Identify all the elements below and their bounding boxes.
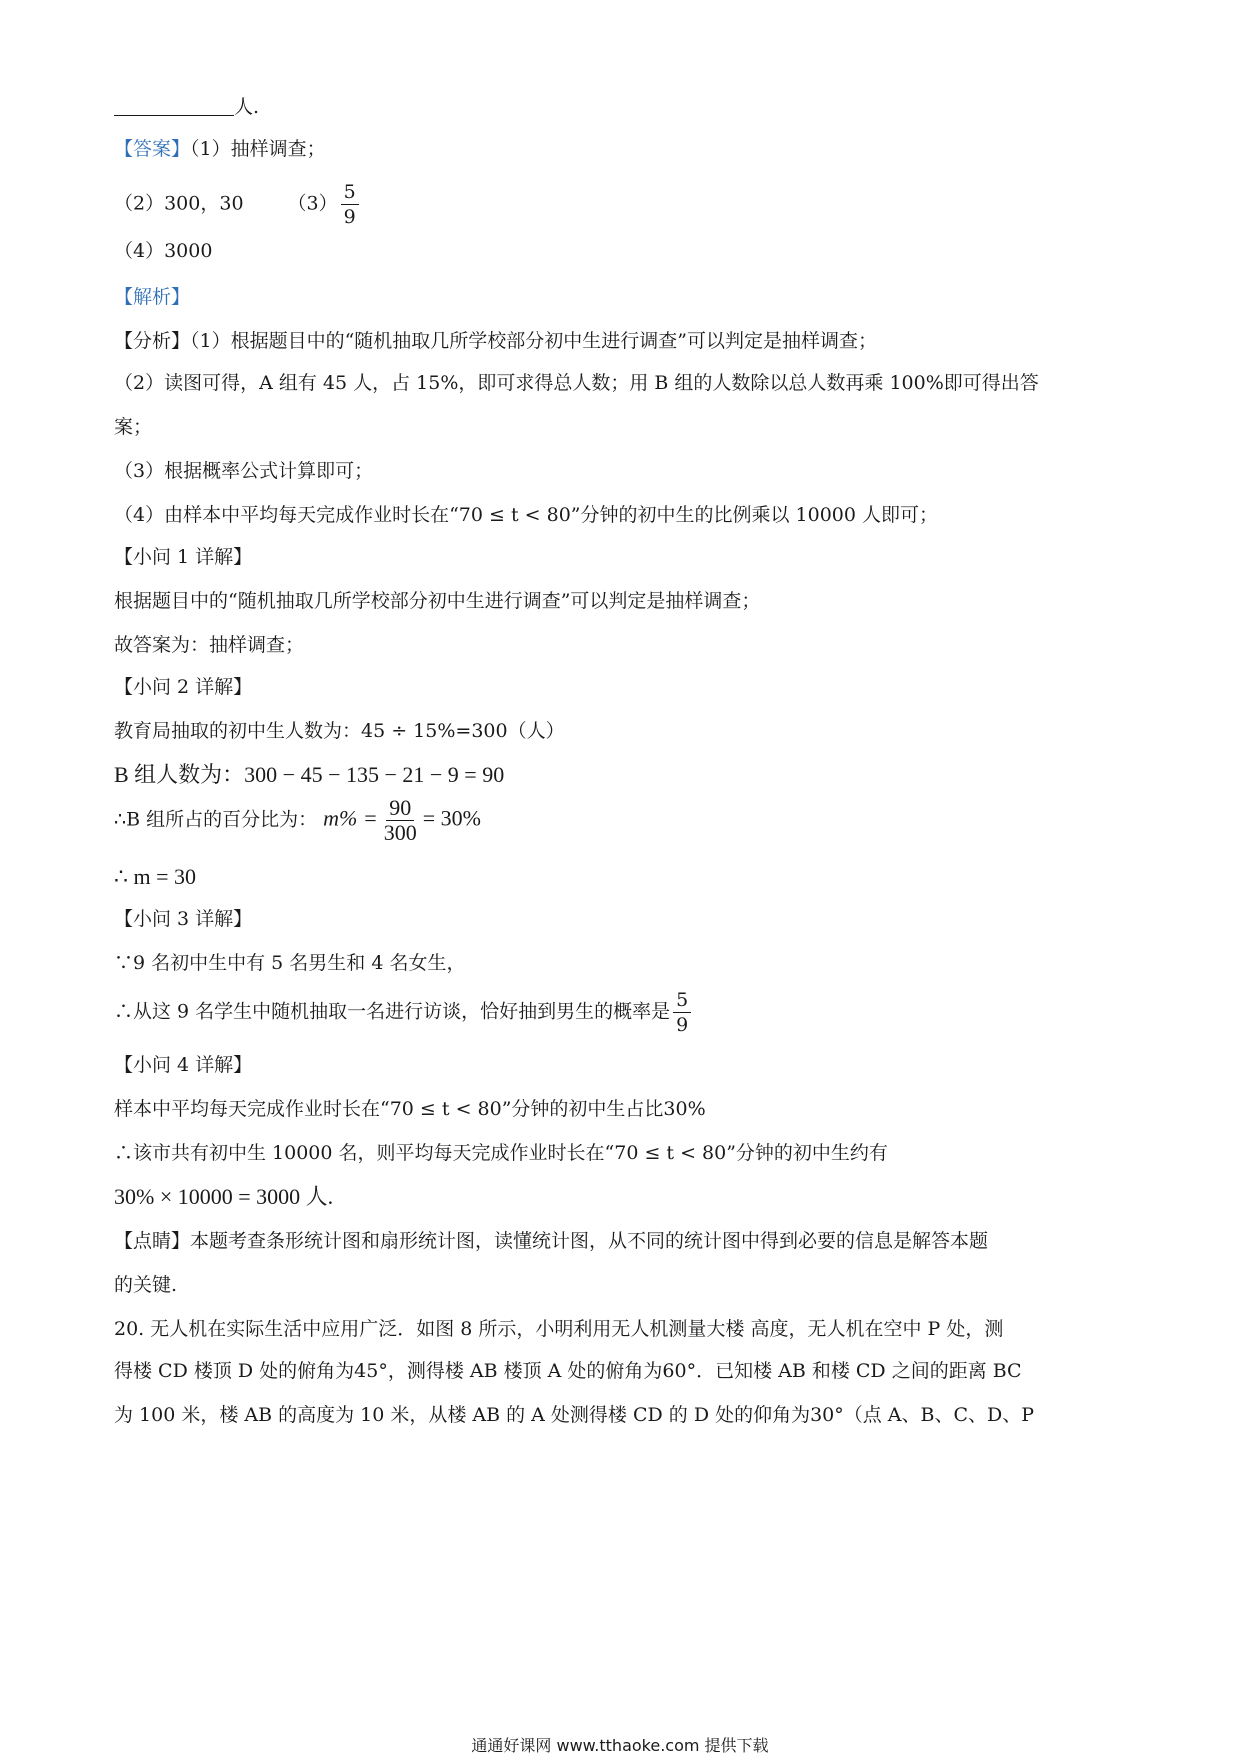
comment-line1: 【点睛】本题考查条形统计图和扇形统计图，读懂统计图，从不同的统计图中得到必要的信息是解答本题 <box>114 1230 989 1252</box>
analysis-p2b: 案； <box>114 416 153 438</box>
sub2-title: 【小问 2 详解】 <box>114 676 253 698</box>
sub1-title: 【小问 1 详解】 <box>114 546 253 568</box>
sub2-line4: ∴ m = 30 <box>114 864 197 889</box>
sub1-line2: 故答案为：抽样调查； <box>114 634 305 656</box>
answer-q3-fraction <box>341 180 359 229</box>
blank-tail: 人. <box>234 96 260 118</box>
fraction-denominator: 9 <box>343 206 356 228</box>
sub4-line2: ∴该市共有初中生 10000 名，则平均每天完成作业时长在“70 ≤ t < 80”分钟的初中生约有 <box>114 1142 888 1164</box>
fraction-numerator: 5 <box>673 988 691 1013</box>
sub3-title: 【小问 3 详解】 <box>114 908 253 930</box>
percent-prefix: ∴B 组所占的百分比为： <box>114 808 318 831</box>
sub1-line1: 根据题目中的“随机抽取几所学校部分初中生进行调查”可以判定是抽样调查； <box>114 590 761 612</box>
sub4-line1: 样本中平均每天完成作业时长在“70 ≤ t < 80”分钟的初中生占比30% <box>114 1098 706 1120</box>
sub2-line1: 教育局抽取的初中生人数为：45 ÷ 15%=300（人） <box>114 720 565 742</box>
fraction-numerator: 5 <box>341 180 359 205</box>
percent-lhs: m% = <box>323 805 378 831</box>
question20-line3: 为 100 米，楼 AB 的高度为 10 米，从楼 AB 的 A 处测得楼 CD 的 D 处的仰角为30°（点 A、B、C、D、P <box>114 1404 1035 1426</box>
answer-tag: 【答案】 <box>114 138 191 160</box>
answer-blank <box>114 93 234 116</box>
sub3-line1: ∵9 名初中生中有 5 名男生和 4 名女生， <box>114 952 466 974</box>
answer-q2-q3 <box>114 180 362 229</box>
comment-line2: 的关键. <box>114 1274 178 1296</box>
answer-q4-text: （4）3000 <box>114 240 213 262</box>
analysis-tag: 【解析】 <box>114 286 191 308</box>
percent-fraction <box>381 796 420 845</box>
analysis-p4: （4）由样本中平均每天完成作业时长在“70 ≤ t < 80”分钟的初中生的比例乘以 10000 人即可； <box>114 504 939 526</box>
answer-q1 <box>114 134 326 164</box>
analysis-p3: （3）根据概率公式计算即可； <box>114 460 374 482</box>
sub4-line3: 30% × 10000 = 3000 人. <box>114 1184 334 1209</box>
fraction-denominator: 9 <box>676 1014 689 1036</box>
fraction-numerator: 90 <box>386 796 414 821</box>
sub3-line2 <box>114 988 694 1037</box>
probability-prefix: ∴从这 9 名学生中随机抽取一名进行访谈，恰好抽到男生的概率是 <box>114 1000 671 1023</box>
page-footer: 通通好课网 www.tthaoke.com 提供下载 <box>471 1736 769 1755</box>
answer-q2-text: （2）300，30 <box>114 192 244 215</box>
fraction-denominator: 300 <box>383 820 417 845</box>
sub2-line3 <box>114 796 481 845</box>
analysis-p2a: （2）读图可得，A 组有 45 人，占 15%，即可求得总人数；用 B 组的人数除以总人数再乘 100%即可得出答 <box>114 372 1039 394</box>
percent-rhs: = 30% <box>422 805 481 831</box>
fill-blank-line <box>114 92 259 122</box>
sub2-line2: B 组人数为：300 − 45 − 135 − 21 − 9 = 90 <box>114 762 505 787</box>
answer-q4 <box>114 236 212 266</box>
answer-q3-label: （3） <box>287 192 338 215</box>
answer-q1-text: （1）抽样调查； <box>190 138 326 160</box>
probability-fraction <box>673 988 691 1037</box>
analysis-p1: 【分析】（1）根据题目中的“随机抽取几所学校部分初中生进行调查”可以判定是抽样调查； <box>114 330 878 352</box>
sub4-title: 【小问 4 详解】 <box>114 1054 253 1076</box>
question20-line1: 20. 无人机在实际生活中应用广泛．如图 8 所示，小明利用无人机测量大楼 高度，无人机在空中 P 处，测 <box>114 1318 1004 1340</box>
question20-line2: 得楼 CD 楼顶 D 处的俯角为45°，测得楼 AB 楼顶 A 处的俯角为60°．已知楼 AB 和楼 CD 之间的距离 BC <box>114 1360 1022 1382</box>
